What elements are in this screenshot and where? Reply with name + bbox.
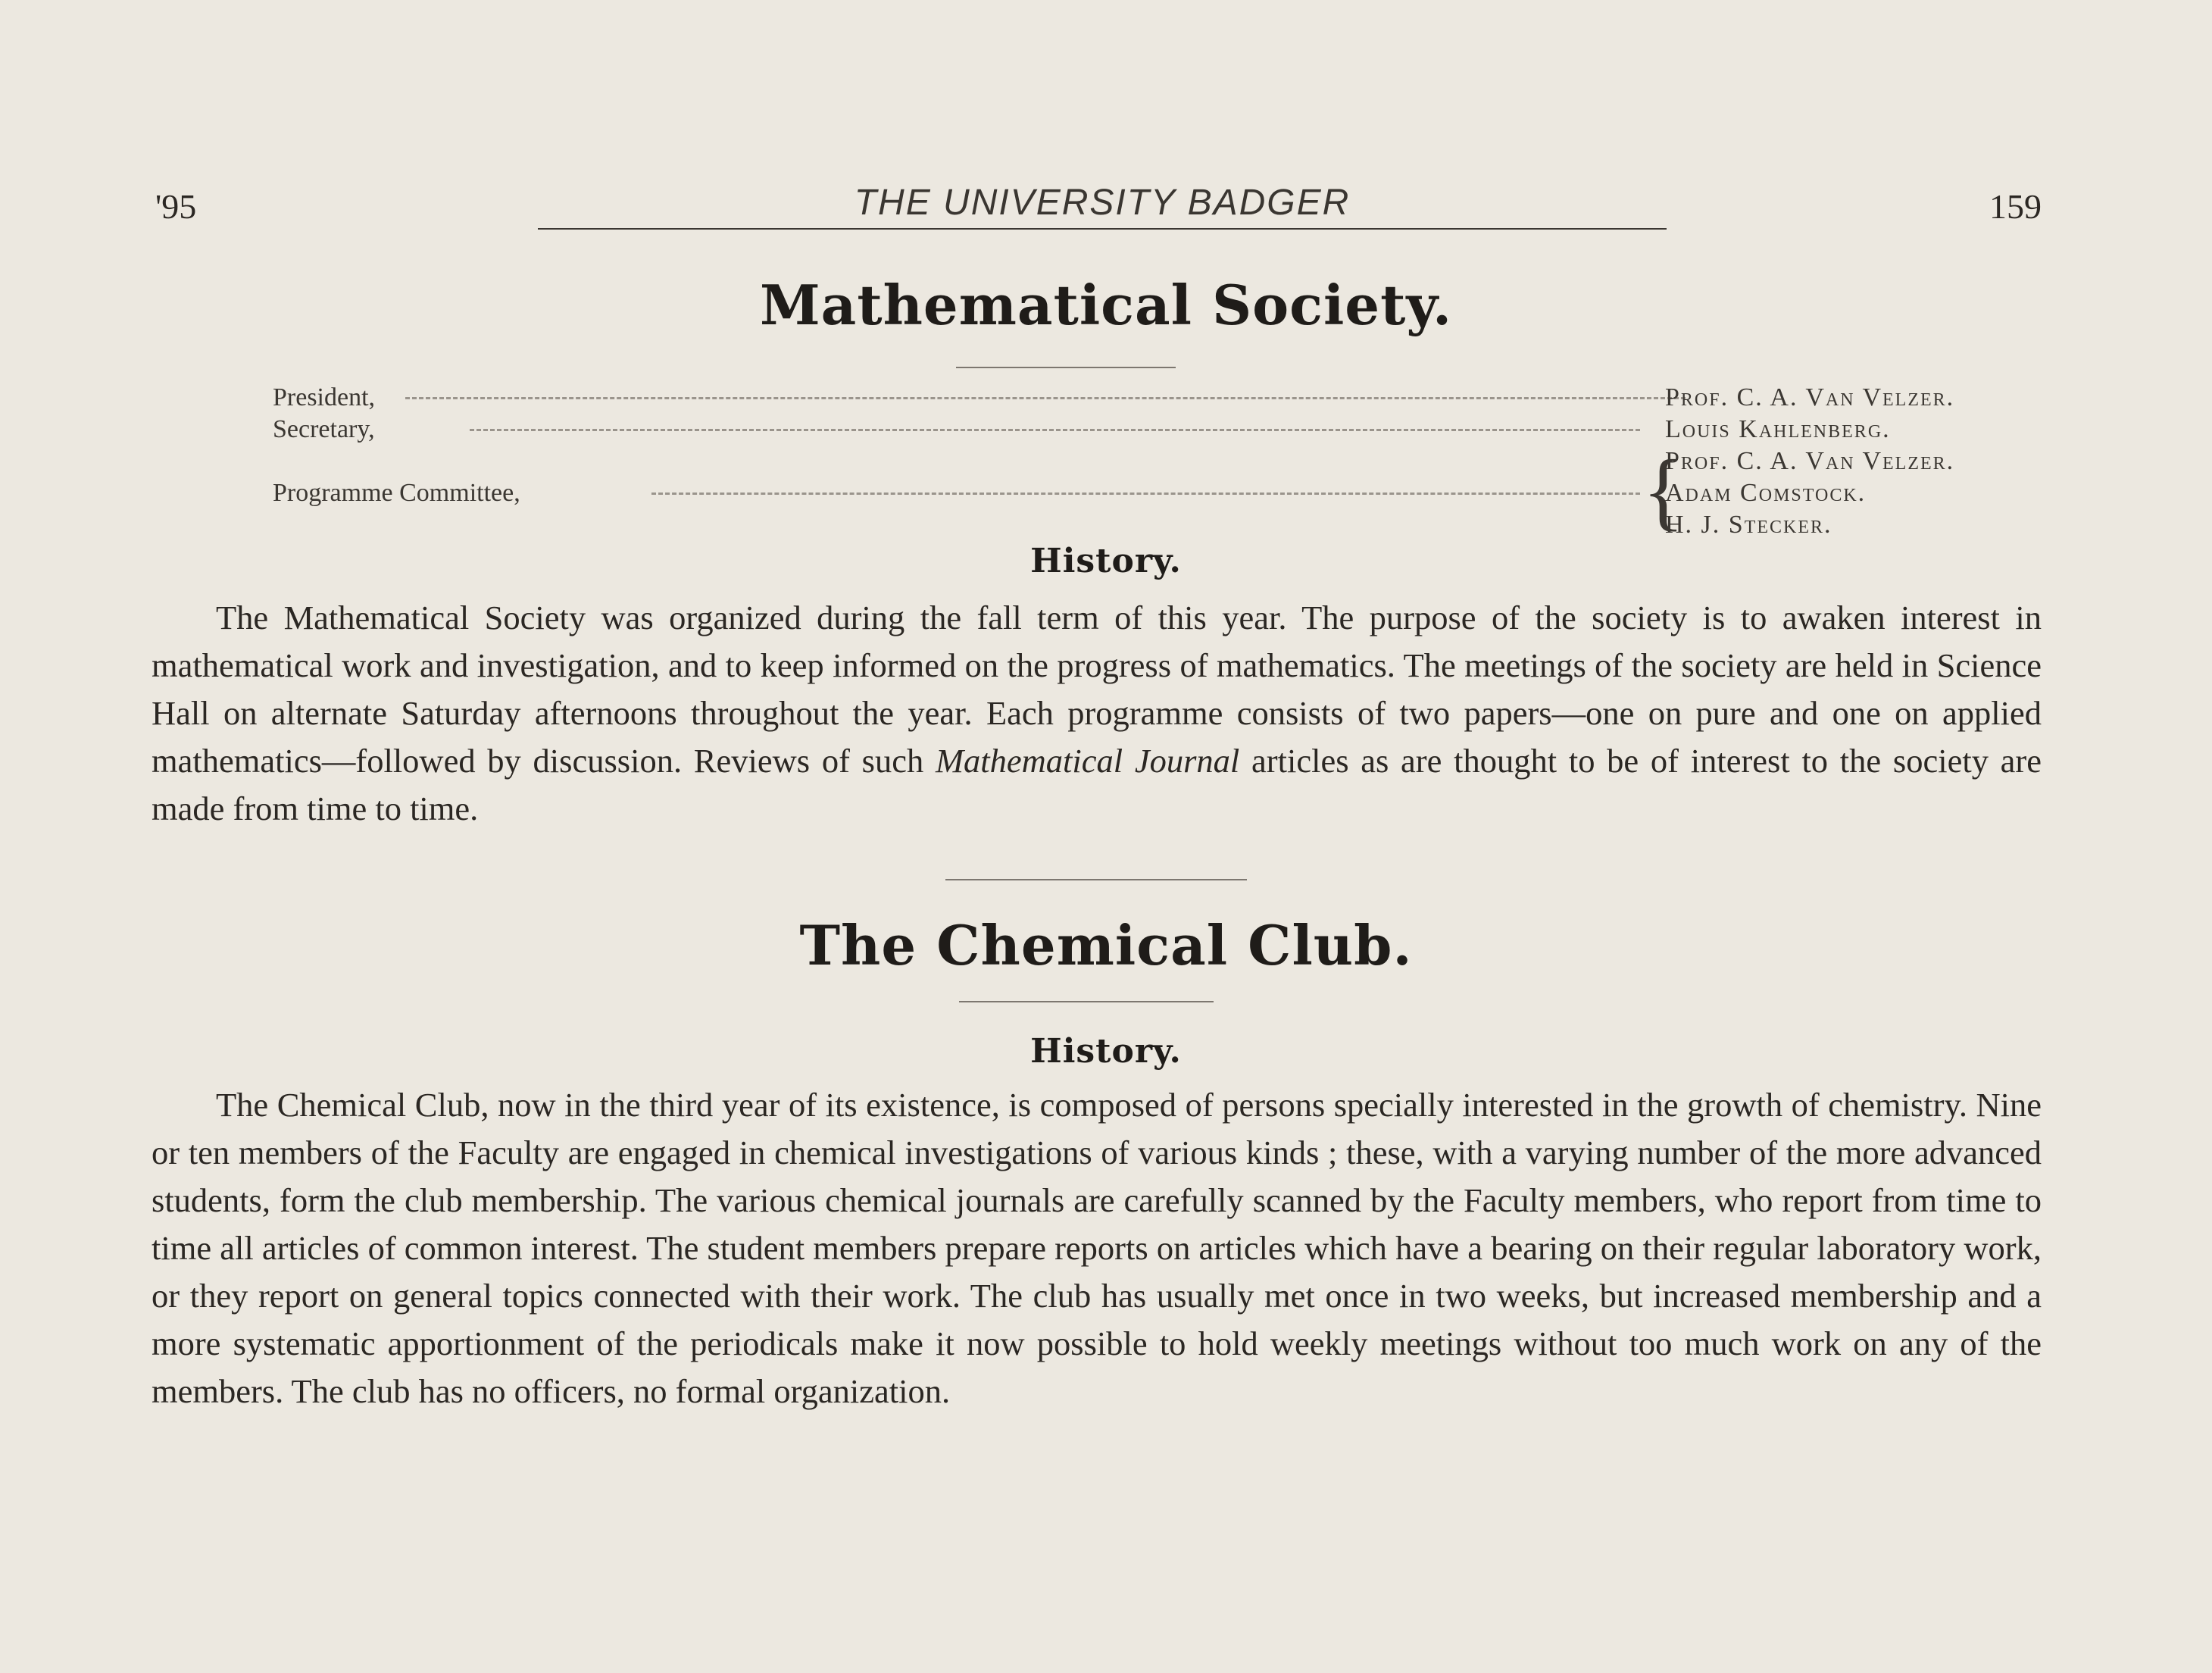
committee-brace: { bbox=[1642, 442, 1685, 539]
history-text: The Mathematical Society was organized during the fall term of this year. The purpose of the society is to awaken interest in mathematical work and investigation, and to keep informed on the progress of mathematics. The meetings of the society are held in Science Hall on alternate Saturday afternoons throughout the year. Each programme consists of two papers—one on pure and one on applied mathematics—followed by discussion. Reviews of such bbox=[152, 599, 2042, 780]
history-text: articles as are thought to be of interest to the society are made from time to time. bbox=[152, 742, 2042, 827]
math-society-title: Mathematical Society. bbox=[759, 273, 1453, 337]
math-history-paragraph bbox=[152, 594, 2042, 833]
chemical-club-title: The Chemical Club. bbox=[799, 913, 1413, 977]
officer-name: Prof. C. A. Van Velzer. bbox=[1665, 383, 1955, 411]
committee-member: Adam Comstock. bbox=[1665, 479, 1867, 507]
officer-name: Louis Kahlenberg. bbox=[1665, 415, 1891, 443]
officer-role: Programme Committee, bbox=[273, 479, 520, 507]
officer-role: President, bbox=[273, 383, 376, 411]
title-rule bbox=[956, 367, 1176, 368]
running-header bbox=[155, 182, 2042, 242]
chemical-history-paragraph: The Chemical Club, now in the third year of its existence, is composed of persons specially interested in the growth of chemistry. Nine or ten members of the Faculty are engaged in chemical investigations of various kinds ; these, with a varying number of the more advanced students, form the club membership. The various chemical journals are carefully scanned by the Faculty members, who report from time to time all articles of common interest. The student members prepare reports on articles which have a bearing on their regular laboratory work, or they report on general topics connected with their work. The club has usually met once in two weeks, but increased membership and a more systematic apportionment of the periodicals make it now possible to hold weekly meetings without too much work on any of the members. The club has no officers, no formal organization. bbox=[152, 1086, 2042, 1410]
header-year: '95 bbox=[155, 187, 197, 226]
page-number: 159 bbox=[1989, 187, 2042, 226]
leader-dots bbox=[651, 493, 1640, 496]
section-divider bbox=[945, 879, 1247, 880]
committee-member: Prof. C. A. Van Velzer. bbox=[1665, 447, 1955, 475]
officer-role: Secretary, bbox=[273, 415, 375, 443]
committee-member: H. J. Stecker. bbox=[1665, 511, 1832, 539]
officers-list bbox=[273, 383, 2060, 543]
math-history-heading: History. bbox=[1030, 542, 1182, 580]
chemical-history-heading: History. bbox=[1030, 1032, 1182, 1071]
header-title: THE UNIVERSITY BADGER bbox=[538, 182, 1667, 230]
title-rule bbox=[959, 1001, 1214, 1002]
leader-dots bbox=[470, 429, 1640, 433]
journal-title: Mathematical Journal bbox=[935, 742, 1240, 780]
leader-dots bbox=[405, 397, 1686, 401]
